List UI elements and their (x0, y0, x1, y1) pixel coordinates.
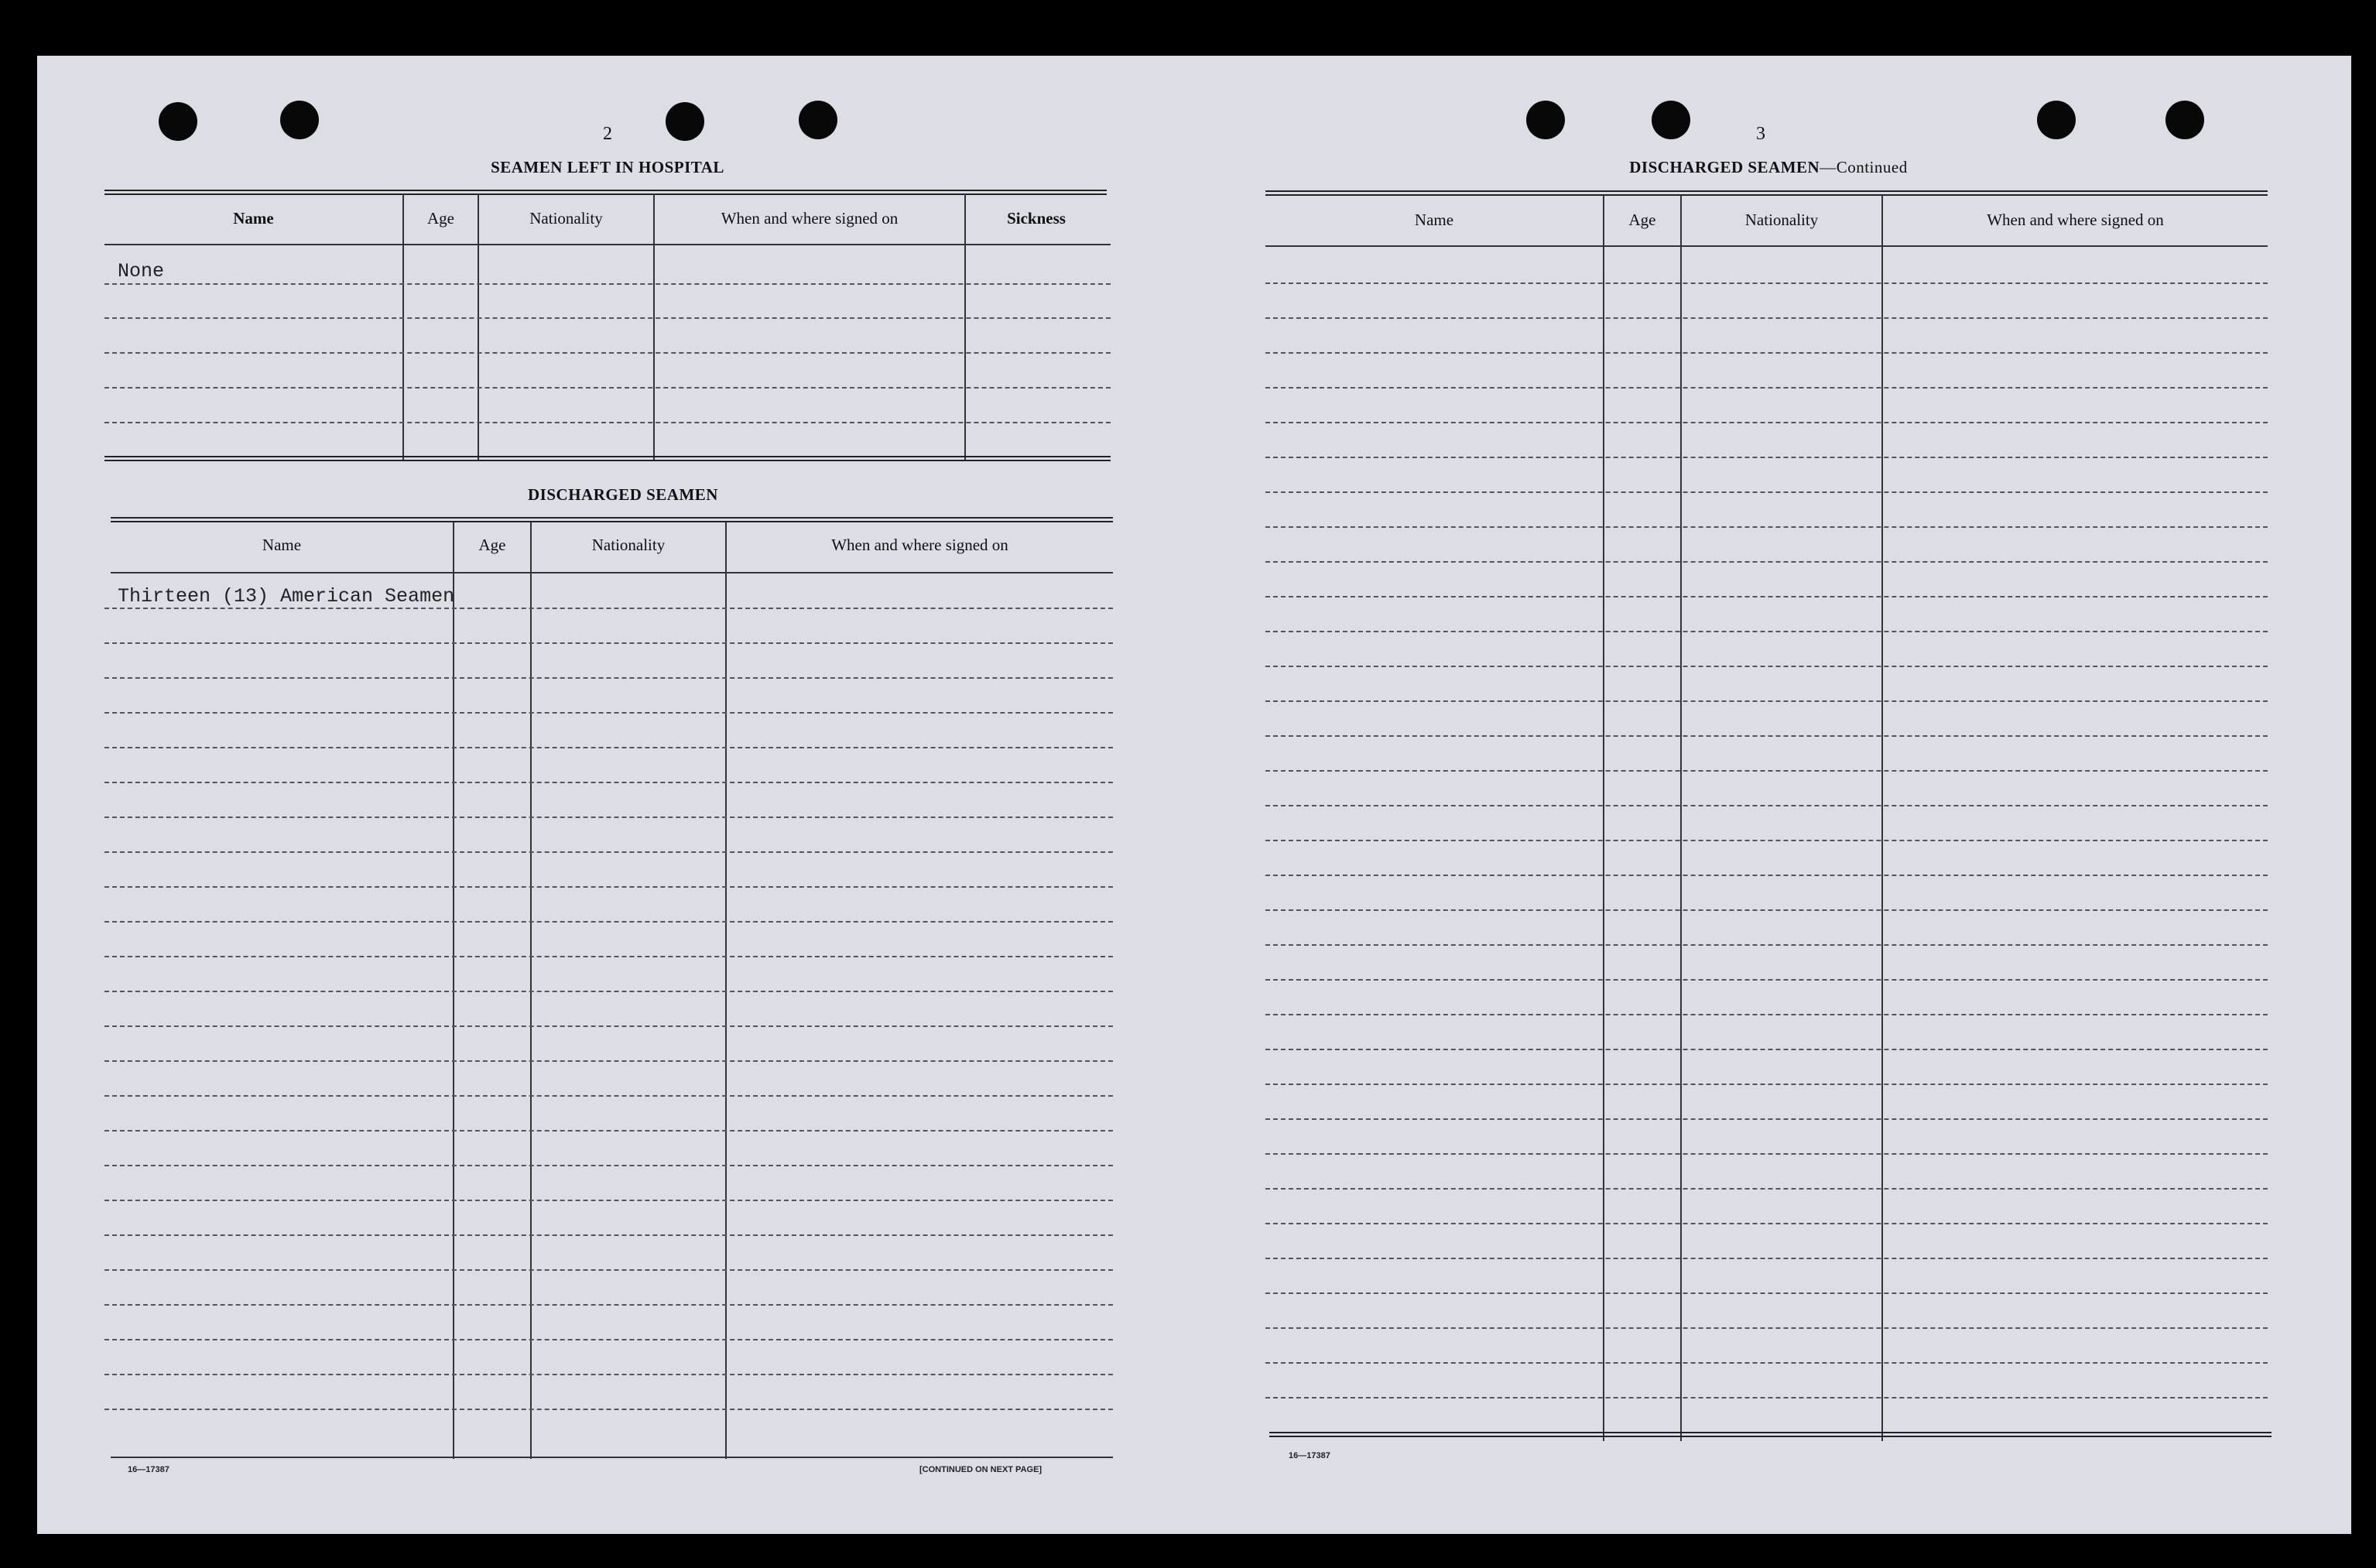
table-bottom-rule (111, 1457, 1113, 1458)
column-header-name: Name (233, 209, 274, 228)
page-number: 3 (1756, 124, 1765, 144)
document-sheet (37, 56, 2351, 1534)
column-divider (653, 193, 655, 460)
column-divider (1680, 195, 1682, 1441)
column-divider (478, 193, 479, 460)
column-header-age: Age (478, 536, 506, 554)
punch-hole (799, 101, 837, 139)
column-header-signed-on: When and where signed on (831, 536, 1008, 554)
column-header-nationality: Nationality (591, 536, 666, 554)
punch-hole (2037, 101, 2076, 139)
punch-hole (666, 102, 704, 141)
form-number: 16—17387 (128, 1465, 169, 1474)
column-header-name: Name (1414, 211, 1454, 229)
section-title-main: DISCHARGED SEAMEN (1629, 158, 1820, 176)
section-title-continued: —Continued (1820, 158, 1908, 176)
section-title: SEAMEN LEFT IN HOSPITAL (491, 158, 724, 176)
punch-hole (2165, 101, 2204, 139)
column-header-name: Name (262, 536, 302, 554)
page-number: 2 (603, 124, 612, 144)
column-header-signed-on: When and where signed on (721, 209, 899, 228)
column-header-sickness: Sickness (1007, 209, 1066, 228)
column-header-age: Age (427, 209, 454, 228)
section-title: DISCHARGED SEAMEN (528, 485, 718, 504)
header-rule (104, 244, 1111, 245)
table-bottom-rule (1269, 1432, 2272, 1437)
punch-hole (280, 101, 319, 139)
column-divider (1603, 195, 1604, 1441)
column-header-nationality: Nationality (1744, 211, 1819, 229)
hospital-entry: None (118, 260, 165, 282)
column-header-nationality: Nationality (529, 209, 603, 228)
punch-hole (1526, 101, 1565, 139)
row-line (104, 387, 1111, 389)
row-line (104, 317, 1111, 319)
column-header-age: Age (1628, 211, 1656, 229)
column-header-signed-on: When and where signed on (1987, 211, 2164, 229)
punch-hole (159, 102, 197, 141)
row-line (104, 352, 1111, 354)
row-line (104, 422, 1111, 423)
header-rule (1265, 245, 2268, 247)
row-line (104, 283, 1111, 285)
column-divider (1881, 195, 1883, 1441)
section-title (1265, 158, 2272, 177)
form-number: 16—17387 (1289, 1451, 1330, 1460)
punch-hole (1652, 101, 1690, 139)
column-divider (402, 193, 404, 460)
table-top-rule (104, 190, 1107, 195)
continued-note: [CONTINUED ON NEXT PAGE] (919, 1465, 1042, 1474)
table-top-rule (111, 517, 1113, 522)
table-bottom-rule (104, 456, 1111, 461)
table-top-rule (1265, 190, 2268, 196)
header-rule (111, 572, 1113, 573)
column-divider (964, 193, 966, 460)
discharged-entry: Thirteen (13) American Seamen (118, 585, 455, 608)
